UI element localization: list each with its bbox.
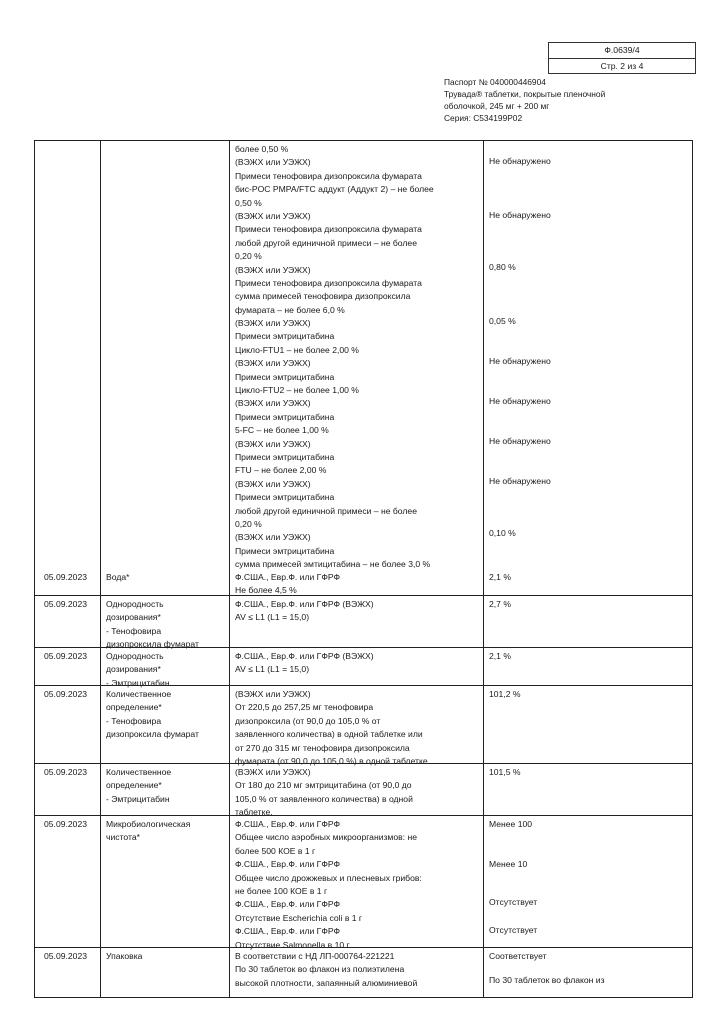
test-result: Отсутствует [489, 925, 538, 935]
method-line: Цикло-FTU1 – не более 2,00 % [235, 344, 359, 355]
test-result: Соответствует [489, 951, 547, 961]
test-name-line: Вода* [106, 572, 130, 582]
test-method-line: дизопроксила (от 90,0 до 105,0 % от [235, 715, 381, 726]
method-line: (ВЭЖХ или УЭЖХ) [235, 157, 311, 168]
table-row [35, 569, 692, 595]
test-name-line: чистота* [106, 832, 140, 843]
test-method-line: Общее число аэробных микроорганизмов: не [235, 832, 417, 843]
impurity-result: 0,10 % [489, 528, 516, 538]
test-date: 05.09.2023 [44, 819, 88, 829]
test-method-line: От 220,5 до 257,25 мг тенофовира [235, 702, 374, 713]
test-method [235, 950, 417, 990]
impurity-result: Не обнаружено [489, 476, 551, 486]
test-method [235, 688, 430, 768]
test-method-line: Отсутствие Salmonella в 10 г [235, 939, 350, 950]
method-line: сумма примесей эмтицитабина – не более 3,0 % [235, 559, 431, 570]
test-date: 05.09.2023 [44, 572, 88, 582]
test-name-line: Количественное [106, 767, 172, 777]
test-method-line: Ф.США., Евр.Ф. или ГФРФ [235, 859, 341, 870]
test-method-line: фумарата (от 90,0 до 105,0 %) в одной таблетке. [235, 755, 430, 766]
test-date: 05.09.2023 [44, 767, 88, 777]
impurity-result: Не обнаружено [489, 436, 551, 446]
method-line: 0,20 % [235, 251, 262, 262]
test-name [106, 688, 199, 742]
table-row [35, 595, 692, 650]
test-name-line: Микробиологическая [106, 819, 191, 829]
test-method-line: Ф.США., Евр.Ф. или ГФРФ (ВЭЖХ) [235, 651, 374, 661]
method-line: 5-FC – не более 1,00 % [235, 425, 329, 436]
test-method-line: высокой плотности, запаянный алюминиевой [235, 977, 418, 988]
test-result: 2,1 % [489, 572, 511, 582]
test-name-line: дизопроксила фумарат [106, 639, 199, 650]
method-line: Примеси тенофовира дизопроксила фумарата [235, 224, 422, 235]
test-result: 2,7 % [489, 599, 511, 609]
impurities-method [235, 143, 434, 572]
passport-number: Паспорт № 040000446904 [444, 77, 546, 87]
test-method-line: (ВЭЖХ или УЭЖХ) [235, 767, 311, 777]
method-line: Примеси эмтрицитабина [235, 331, 335, 342]
impurity-result: 0,80 % [489, 262, 516, 272]
test-name-line: дозирования* [106, 612, 161, 623]
method-line: Примеси эмтрицитабина [235, 371, 335, 382]
method-line: Примеси эмтрицитабина [235, 411, 335, 422]
test-result: 2,1 % [489, 651, 511, 661]
test-result: 101,2 % [489, 689, 521, 699]
test-method-line: 105,0 % от заявленного количества) в одной [235, 793, 413, 804]
test-method-line: В соответствии с НД ЛП-000764-221221 [235, 951, 395, 961]
table-row [35, 763, 692, 818]
test-method-line: Ф.США., Евр.Ф. или ГФРФ [235, 819, 341, 829]
method-line: Примеси тенофовира дизопроксила фумарата [235, 277, 422, 288]
method-line: (ВЭЖХ или УЭЖХ) [235, 358, 311, 369]
test-method-line: Отсутствие Escherichia coli в 1 г [235, 912, 363, 923]
table-row [35, 647, 692, 688]
test-name-line: Однородность [106, 651, 164, 661]
impurity-result: 0,05 % [489, 316, 516, 326]
test-method-line: от 270 до 315 мг тенофовира дизопроксила [235, 742, 410, 753]
test-date: 05.09.2023 [44, 951, 88, 961]
test-results-table [34, 140, 693, 998]
test-method-line: таблетке. [235, 807, 273, 818]
test-method [235, 571, 340, 598]
test-method-line: Не более 4,5 % [235, 585, 297, 596]
method-line: сумма примесей тенофовира дизопроксила [235, 291, 411, 302]
method-line: 0,20 % [235, 518, 262, 529]
page-indicator: Стр. 2 из 4 [549, 58, 695, 74]
method-line: бис-POC PMPA/FTC аддукт (Аддукт 2) – не более [235, 184, 434, 195]
test-result: По 30 таблеток во флакон из [489, 975, 605, 985]
method-line: Примеси тенофовира дизопроксила фумарата [235, 170, 422, 181]
method-line: более 0,50 % [235, 144, 289, 154]
test-name-line: - Тенофовира [106, 715, 162, 726]
impurity-result: Не обнаружено [489, 156, 551, 166]
impurity-result: Не обнаружено [489, 210, 551, 220]
test-name-line: - Эмтрицитабин [106, 793, 170, 804]
test-method-line: Ф.США., Евр.Ф. или ГФРФ [235, 926, 341, 937]
test-method [235, 650, 374, 677]
test-method [235, 818, 422, 952]
test-method-line: заявленного количества) в одной таблетке или [235, 729, 423, 740]
test-method-line: Общее число дрожжевых и плесневых грибов: [235, 872, 422, 883]
method-line: любой другой единичной примеси – не более [235, 505, 417, 516]
method-line: (ВЭЖХ или УЭЖХ) [235, 318, 311, 329]
method-line: 0,50 % [235, 197, 262, 208]
test-method-line: более 500 КОЕ в 1 г [235, 845, 316, 856]
test-date: 05.09.2023 [44, 689, 88, 699]
test-method-line: Ф.США., Евр.Ф. или ГФРФ (ВЭЖХ) [235, 599, 374, 609]
passport-header [444, 76, 644, 124]
test-method [235, 598, 374, 625]
test-result: Отсутствует [489, 897, 538, 907]
test-method-line: От 180 до 210 мг эмтрицитабина (от 90,0 до [235, 780, 412, 791]
method-line: Примеси эмтрицитабина [235, 492, 335, 503]
method-line: FTU – не более 2,00 % [235, 465, 327, 476]
method-line: (ВЭЖХ или УЭЖХ) [235, 478, 311, 489]
test-name-line: Количественное [106, 689, 172, 699]
test-name [106, 598, 199, 652]
test-method-line: AV ≤ L1 (L1 = 15,0) [235, 612, 310, 623]
method-line: (ВЭЖХ или УЭЖХ) [235, 210, 311, 221]
test-result: Менее 10 [489, 859, 528, 869]
test-result: Менее 100 [489, 819, 533, 829]
test-method [235, 766, 413, 820]
test-name-line: определение* [106, 780, 162, 791]
method-line: (ВЭЖХ или УЭЖХ) [235, 532, 311, 543]
table-row [35, 947, 692, 997]
test-name [106, 950, 142, 963]
test-name-line: определение* [106, 702, 162, 713]
test-method-line: Ф.США., Евр.Ф. или ГФРФ [235, 572, 341, 582]
test-name-line: Упаковка [106, 951, 143, 961]
test-method-line: Ф.США., Евр.Ф. или ГФРФ [235, 899, 341, 910]
test-name [106, 766, 171, 806]
method-line: Цикло-FTU2 – не более 1,00 % [235, 385, 359, 396]
impurities-section [35, 141, 692, 569]
product-name: Трувада® таблетки, покрытые пленочной [444, 89, 606, 99]
method-line: (ВЭЖХ или УЭЖХ) [235, 264, 311, 275]
table-row [35, 685, 692, 766]
test-name-line: дизопроксила фумарат [106, 729, 199, 740]
test-date: 05.09.2023 [44, 599, 88, 609]
test-method-line: AV ≤ L1 (L1 = 15,0) [235, 664, 310, 675]
form-code-box [548, 42, 696, 74]
table-row [35, 815, 692, 950]
batch-number: Серия: С534199Р02 [444, 113, 523, 123]
test-result: 101,5 % [489, 767, 521, 777]
form-code: Ф.0639/4 [604, 45, 640, 55]
impurity-result: Не обнаружено [489, 396, 551, 406]
test-method-line: (ВЭЖХ или УЭЖХ) [235, 689, 311, 699]
product-dosage: оболочкой, 245 мг + 200 мг [444, 101, 550, 111]
test-name [106, 818, 190, 845]
test-name-line: - Тенофовира [106, 625, 162, 636]
method-line: (ВЭЖХ или УЭЖХ) [235, 438, 311, 449]
test-name-line: дозирования* [106, 664, 161, 675]
test-name [106, 571, 129, 584]
method-line: Примеси эмтрицитабина [235, 545, 335, 556]
method-line: фумарата – не более 6,0 % [235, 304, 345, 315]
method-line: (ВЭЖХ или УЭЖХ) [235, 398, 311, 409]
test-method-line: По 30 таблеток во флакон из полиэтилена [235, 964, 405, 975]
test-name-line: Однородность [106, 599, 164, 609]
method-line: любой другой единичной примеси – не более [235, 237, 417, 248]
impurity-result: Не обнаружено [489, 356, 551, 366]
test-date: 05.09.2023 [44, 651, 88, 661]
method-line: Примеси эмтрицитабина [235, 451, 335, 462]
test-method-line: не более 100 КОЕ в 1 г [235, 885, 328, 896]
test-name-line: - Эмтрицитабин [106, 677, 170, 688]
